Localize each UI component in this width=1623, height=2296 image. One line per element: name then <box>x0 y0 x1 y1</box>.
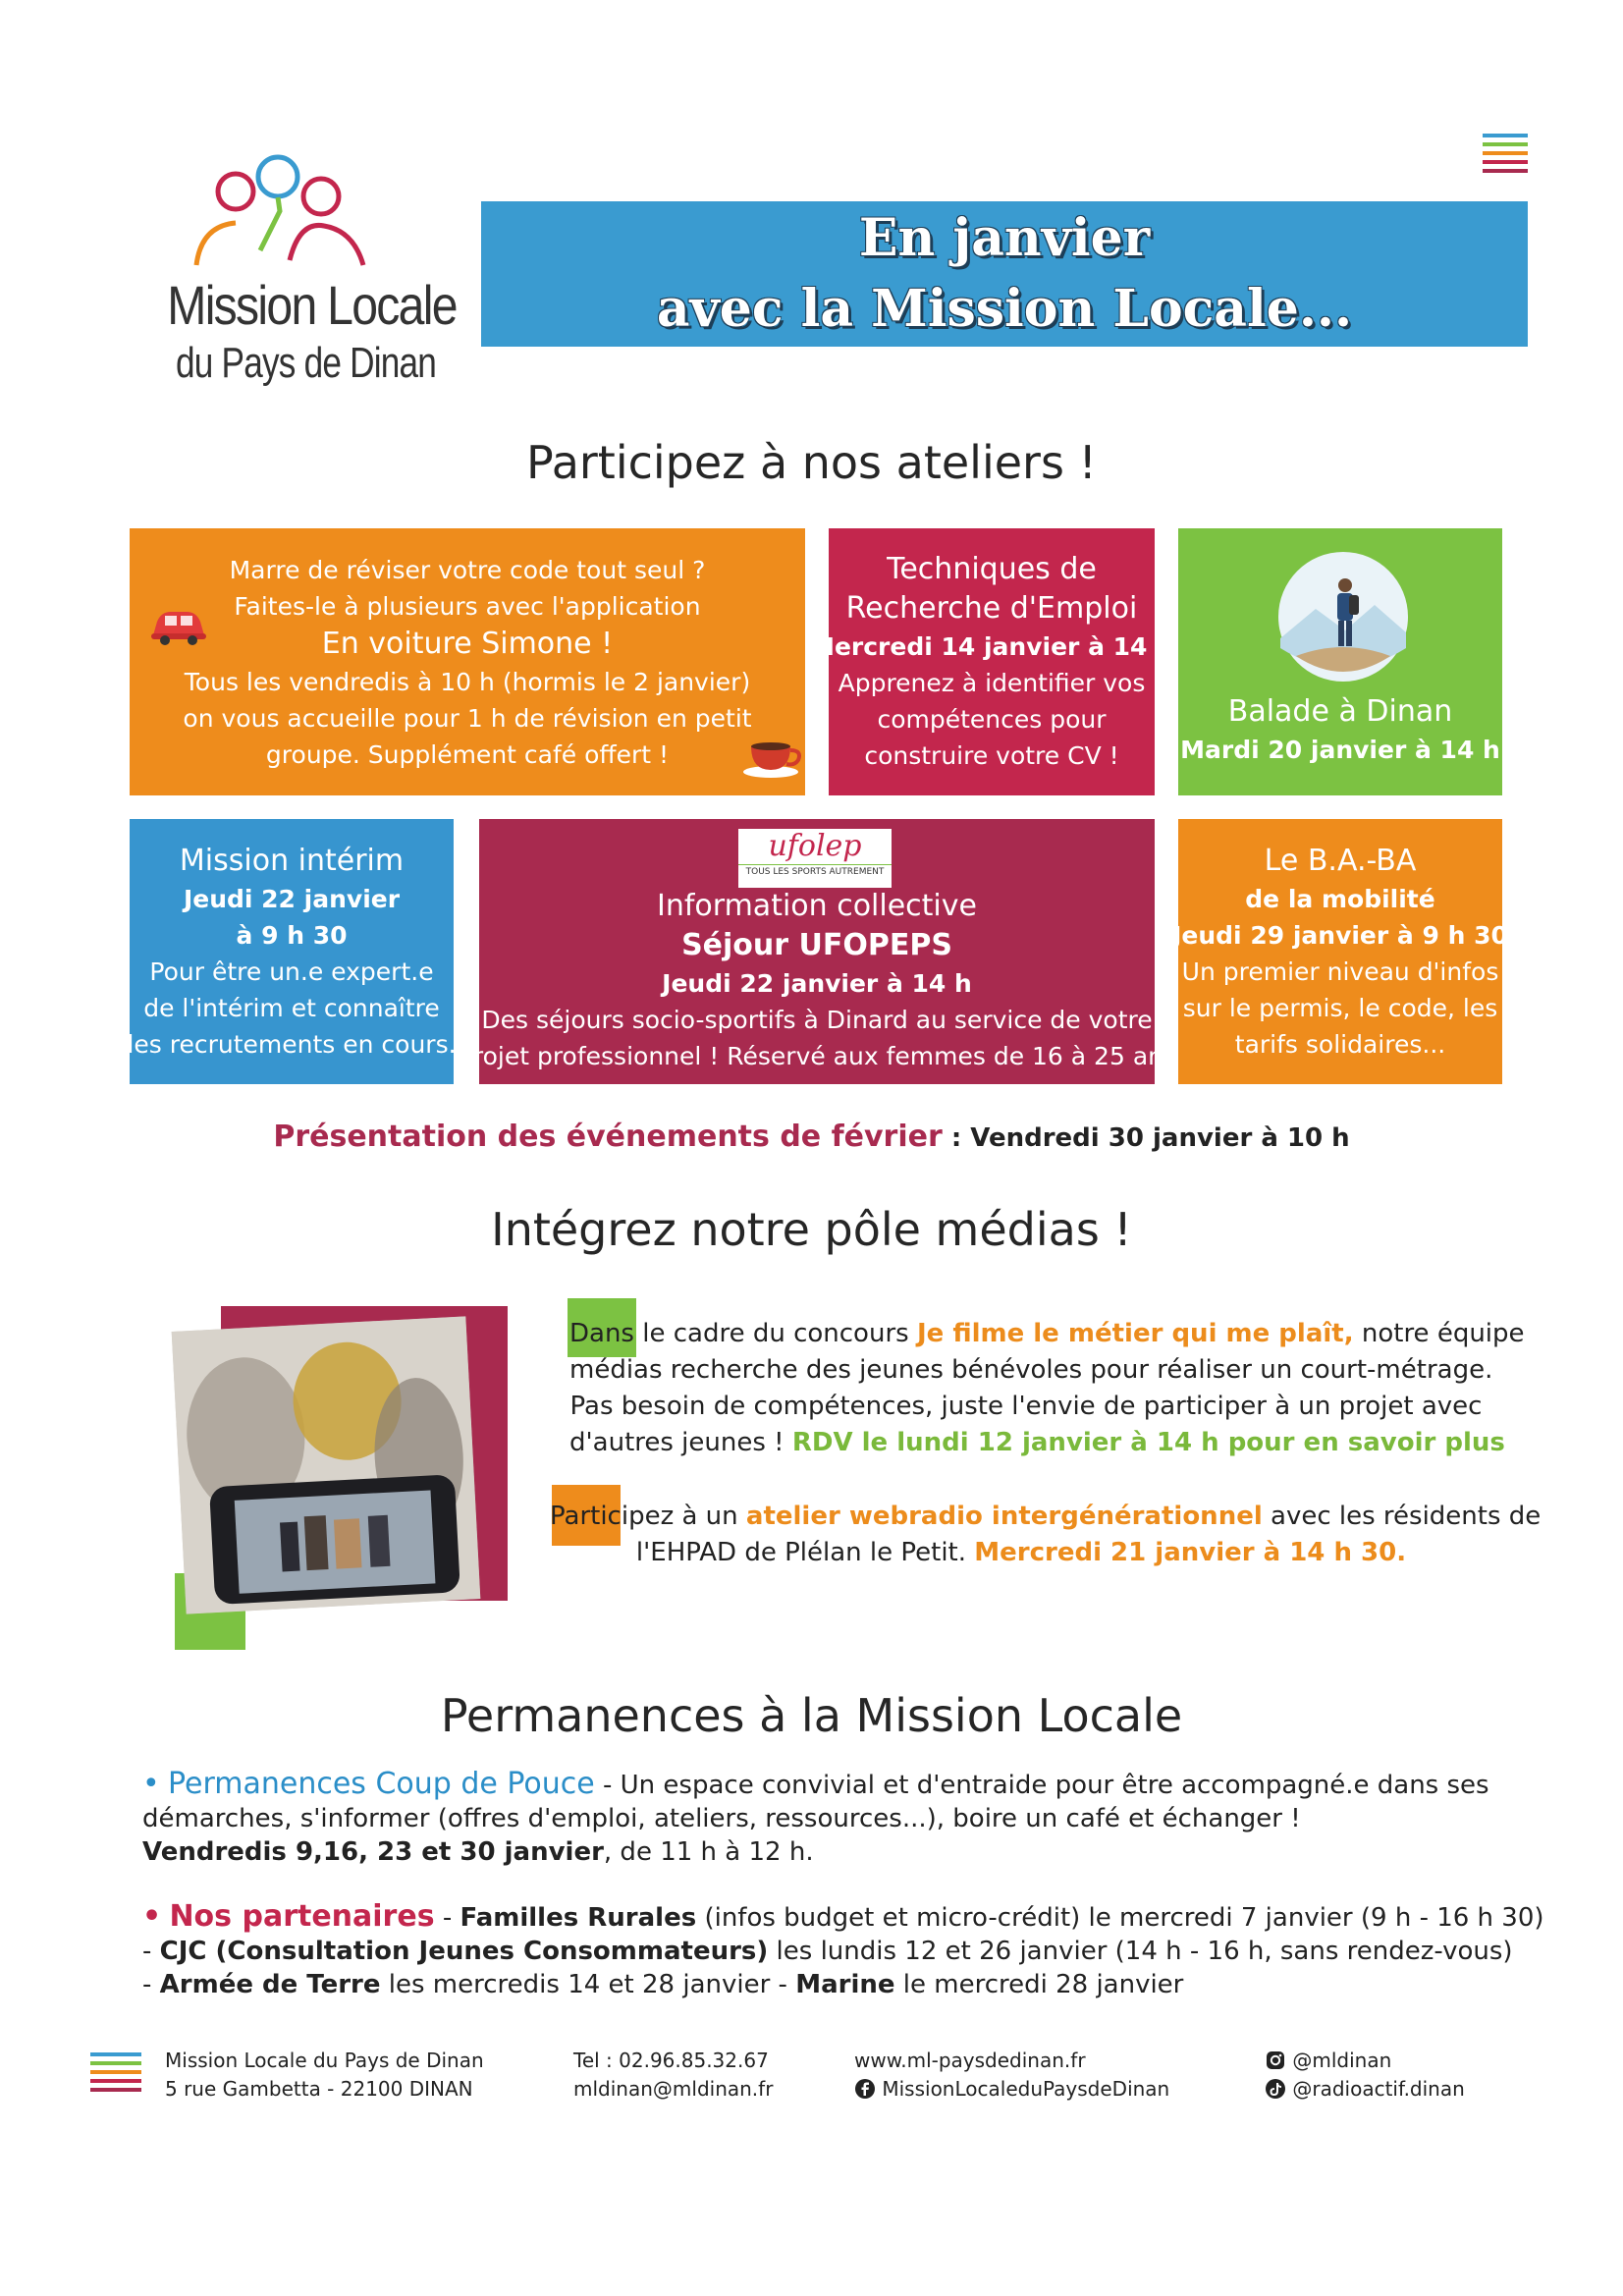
footer-tiktok-row[interactable] <box>1265 2075 1465 2104</box>
footer-org: Mission Locale du Pays de Dinan <box>165 2049 484 2072</box>
footer-address <box>165 2047 484 2104</box>
ufolep-logo-tagline: TOUS LES SPORTS AUTREMENT <box>738 864 892 879</box>
medias-p2-line-1 <box>550 1499 1542 1535</box>
photo-scene <box>172 1316 481 1613</box>
techniques-line-3: Mercredi 14 janvier à 14 h <box>810 632 1173 661</box>
medias-paragraph-2 <box>550 1499 1542 1571</box>
partenaires-a2: Familles Rurales <box>460 1903 697 1933</box>
photo-webradio <box>172 1316 481 1613</box>
interim-line-3: à 9 h 30 <box>236 920 348 950</box>
ufopeps-line-4: Des séjours socio-sportifs à Dinard au service de votre <box>481 1006 1153 1034</box>
atelier-interim-box <box>127 819 457 1084</box>
simone-line-4: Tous les vendredis à 10 h (hormis le 2 janvier) <box>184 667 751 696</box>
simone-line-1: Marre de réviser votre code tout seul ? <box>229 555 706 584</box>
simone-line-6: groupe. Supplément café offert ! <box>265 739 670 769</box>
partenaires-line-1 <box>142 1900 1544 1935</box>
medias-p2-line2a: l'EHPAD de Plélan le Petit. <box>635 1538 975 1567</box>
logo-title: Mission Locale <box>167 274 457 336</box>
footer-instagram: @mldinan <box>1292 2049 1392 2072</box>
medias-p1-line-4 <box>569 1425 1505 1461</box>
medias-p1-line4b: RDV le lundi 12 janvier à 14 h pour en savoir plus <box>791 1428 1505 1457</box>
techniques-line-1: Techniques de <box>887 552 1097 586</box>
simone-line-2: Faites-le à plusieurs avec l'application <box>234 591 701 621</box>
partenaires-line-2 <box>142 1935 1544 1968</box>
medias-p2-c: avec les résidents de <box>1262 1502 1542 1531</box>
coup-line-3 <box>142 1835 1489 1869</box>
ufopeps-line-1: Information collective <box>657 889 977 923</box>
coup-hours: , de 11 h à 12 h. <box>603 1837 814 1867</box>
baba-line-6: tarifs solidaires... <box>1234 1029 1446 1059</box>
medias-p2-line-2 <box>550 1535 1492 1571</box>
footer-street: 5 rue Gambetta - 22100 DINAN <box>165 2077 473 2101</box>
baba-line-1: Le B.A.-BA <box>1264 843 1417 878</box>
facebook-icon <box>854 2078 876 2100</box>
permanences-heading: Permanences à la Mission Locale <box>440 1689 1183 1742</box>
footer-tiktok: @radioactif.dinan <box>1292 2077 1465 2101</box>
footer-contact <box>573 2047 773 2104</box>
partenaires-bullet: • <box>142 1899 162 1934</box>
medias-p2-line2b: Mercredi 21 janvier à 14 h 30. <box>974 1538 1407 1567</box>
logo-subtitle: du Pays de Dinan <box>176 339 437 387</box>
tiktok-icon <box>1265 2078 1286 2100</box>
medias-paragraph-1 <box>569 1316 1525 1461</box>
simone-line-3: En voiture Simone ! <box>321 626 614 661</box>
car-icon <box>147 604 210 647</box>
baba-line-4: Un premier niveau d'infos <box>1181 957 1499 986</box>
interim-line-4: Pour être un.e expert.e <box>149 957 434 986</box>
medias-p1-line4a: d'autres jeunes ! <box>569 1428 792 1457</box>
medias-p1-line-1 <box>569 1316 1525 1352</box>
interim-line-5: de l'intérim et connaître <box>143 993 440 1022</box>
footer-instagram-row[interactable] <box>1265 2047 1465 2075</box>
footer-website[interactable]: www.ml-paysdedinan.fr <box>854 2049 1086 2072</box>
partenaires-a3: (infos budget et micro-crédit) le mercredi 7 janvier (9 h - 16 h 30) <box>696 1903 1544 1933</box>
baba-line-5: sur le permis, le code, les <box>1182 993 1498 1022</box>
partenaires-c2: Armée de Terre <box>159 1970 381 1999</box>
ateliers-heading: Participez à nos ateliers ! <box>526 436 1097 489</box>
coup-text-1: - Un espace convivial et d'entraide pour être accompagné.e dans ses <box>594 1771 1489 1800</box>
footer-social <box>1265 2047 1465 2104</box>
presentation-fevrier <box>0 1120 1623 1154</box>
banner-line-2: avec la Mission Locale... <box>656 279 1353 339</box>
interim-line-2: Jeudi 22 janvier <box>183 884 401 913</box>
hiker-icon <box>1276 550 1410 683</box>
partenaires-c5: le mercredi 28 janvier <box>894 1970 1184 1999</box>
techniques-line-6: construire votre CV ! <box>864 741 1119 770</box>
coup-line-2: démarches, s'informer (offres d'emploi, ateliers, ressources...), boire un café et échanger ! <box>142 1804 1301 1833</box>
baba-line-3: Jeudi 29 janvier à 9 h 30 <box>1172 920 1508 950</box>
balade-line-2: Mardi 20 janvier à 14 h <box>1180 736 1500 764</box>
medias-p1-b: Je filme le métier qui me plaît, <box>916 1319 1354 1348</box>
partenaires-c4: Marine <box>795 1970 895 1999</box>
presentation-label: Présentation des événements de février <box>273 1120 943 1154</box>
stripes-top-right <box>1483 134 1528 173</box>
permanences-coup-de-pouce <box>142 1768 1489 1869</box>
atelier-simone-box <box>130 528 805 795</box>
interim-line-6: les recrutements en cours. <box>127 1029 457 1059</box>
footer-email[interactable]: mldinan@mldinan.fr <box>573 2077 774 2101</box>
coup-line-1 <box>142 1768 1489 1802</box>
medias-p1-line-2: médias recherche des jeunes bénévoles pour réaliser un court-métrage. <box>569 1355 1493 1385</box>
stripes-footer <box>90 2052 141 2092</box>
coup-dates: Vendredis 9,16, 23 et 30 janvier <box>142 1837 604 1867</box>
medias-heading: Intégrez notre pôle médias ! <box>491 1203 1132 1256</box>
coffee-cup-icon <box>741 735 806 780</box>
coup-title: Permanences Coup de Pouce <box>167 1767 595 1801</box>
ufolep-logo-name: ufolep <box>768 829 862 863</box>
medias-p1-c: notre équipe <box>1353 1319 1525 1348</box>
medias-p2-a: Participez à un <box>550 1502 746 1531</box>
partenaires-b2: CJC (Consultation Jeunes Consommateurs) <box>159 1937 769 1966</box>
partenaires-a1: - <box>434 1903 460 1933</box>
footer-facebook: MissionLocaleduPaysdeDinan <box>882 2077 1170 2101</box>
title-banner <box>481 201 1528 347</box>
partenaires-line-3 <box>142 1968 1544 2001</box>
partenaires-b1: - <box>142 1937 160 1966</box>
atelier-techniques-box <box>810 528 1173 795</box>
balade-line-1: Balade à Dinan <box>1227 694 1453 729</box>
ufopeps-line-3: Jeudi 22 janvier à 14 h <box>662 969 972 998</box>
coup-bullet: • <box>142 1767 160 1801</box>
partenaires-c3: les mercredis 14 et 28 janvier - <box>380 1970 796 1999</box>
ufopeps-line-2: Séjour UFOPEPS <box>681 928 952 962</box>
partenaires-title: Nos partenaires <box>169 1899 435 1934</box>
atelier-baba-box <box>1172 819 1508 1084</box>
baba-line-2: de la mobilité <box>1245 884 1435 913</box>
medias-p1-line-3: Pas besoin de compétences, juste l'envie de participer à un projet avec <box>569 1392 1483 1421</box>
instagram-icon <box>1265 2050 1286 2071</box>
footer-facebook-row[interactable] <box>854 2075 1169 2104</box>
partenaires-b3: les lundis 12 et 26 janvier (14 h - 16 h, sans rendez-vous) <box>768 1937 1513 1966</box>
ufolep-logo <box>738 829 892 888</box>
ufopeps-line-5: projet professionnel ! Réservé aux femmes de 16 à 25 ans <box>457 1042 1177 1070</box>
footer-tel[interactable]: Tel : 02.96.85.32.67 <box>573 2049 769 2072</box>
medias-p1-a: Dans le cadre du concours <box>569 1319 917 1348</box>
medias-p2-b: atelier webradio intergénérationnel <box>745 1502 1263 1531</box>
techniques-line-5: compétences pour <box>877 705 1107 734</box>
techniques-line-4: Apprenez à identifier vos <box>838 669 1146 697</box>
simone-line-5: on vous accueille pour 1 h de révision en petit <box>183 703 752 733</box>
interim-line-1: Mission intérim <box>179 843 405 878</box>
techniques-line-2: Recherche d'Emploi <box>845 591 1138 626</box>
mission-locale-logo <box>191 152 388 270</box>
footer-web <box>854 2047 1169 2104</box>
presentation-value: : Vendredi 30 janvier à 10 h <box>942 1123 1350 1153</box>
banner-line-1: En janvier <box>858 208 1151 268</box>
permanences-partenaires <box>142 1900 1544 2001</box>
partenaires-c1: - <box>142 1970 160 1999</box>
